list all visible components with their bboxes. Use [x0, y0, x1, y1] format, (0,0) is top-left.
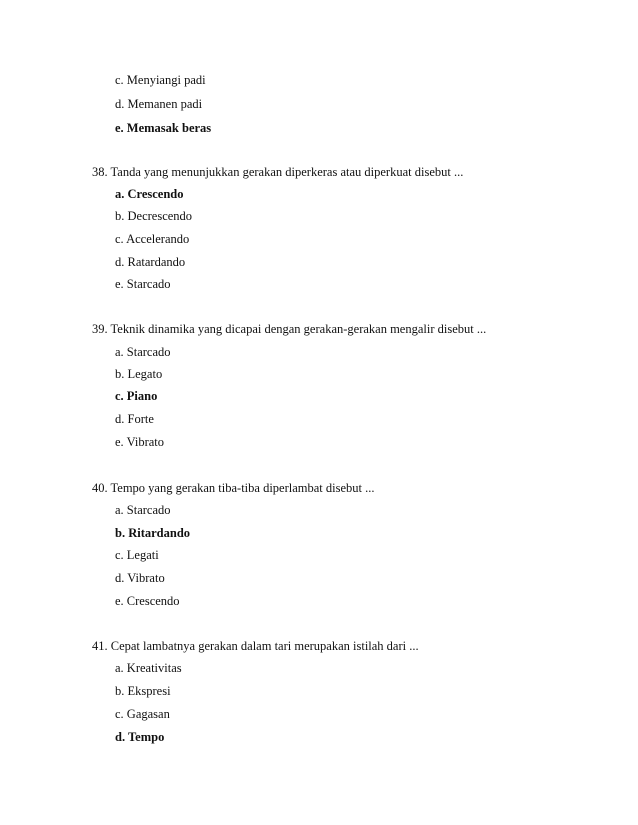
option-e-q39: e. Vibrato: [115, 435, 165, 449]
option-b-q40-answer: b. Ritardando: [115, 526, 191, 540]
option-c-q40: c. Legati: [115, 548, 159, 562]
option-d-q38: d. Ratardando: [115, 255, 186, 269]
option-a-q40: a. Starcado: [115, 503, 171, 517]
option-a-q41: a. Kreativitas: [115, 661, 182, 675]
option-d-q41-answer: d. Tempo: [115, 730, 165, 744]
option-e-q40: e. Crescendo: [115, 594, 180, 608]
option-a-q39: a. Starcado: [115, 345, 171, 359]
option-b-q39: b. Legato: [115, 367, 163, 381]
option-d-q37: d. Memanen padi: [115, 97, 203, 111]
option-c-q39-answer: c. Piano: [115, 389, 158, 403]
option-e-q38: e. Starcado: [115, 277, 171, 291]
option-b-q41: b. Ekspresi: [115, 684, 171, 698]
option-c-q38: c. Accelerando: [115, 232, 190, 246]
option-c-q37: c. Menyiangi padi: [115, 73, 206, 87]
option-e-q37-answer: e. Memasak beras: [115, 121, 212, 135]
option-c-q41: c. Gagasan: [115, 707, 170, 721]
question-41: 41. Cepat lambatnya gerakan dalam tari merupakan istilah dari ...: [92, 639, 419, 653]
option-d-q39: d. Forte: [115, 412, 154, 426]
question-38: 38. Tanda yang menunjukkan gerakan diperkeras atau diperkuat disebut ...: [92, 165, 464, 179]
option-b-q38: b. Decrescendo: [115, 209, 193, 223]
option-d-q40: d. Vibrato: [115, 571, 165, 585]
question-39: 39. Teknik dinamika yang dicapai dengan gerakan-gerakan mengalir disebut ...: [92, 322, 487, 336]
option-a-q38-answer: a. Crescendo: [115, 187, 184, 201]
question-40: 40. Tempo yang gerakan tiba-tiba diperlambat disebut ...: [92, 481, 375, 495]
